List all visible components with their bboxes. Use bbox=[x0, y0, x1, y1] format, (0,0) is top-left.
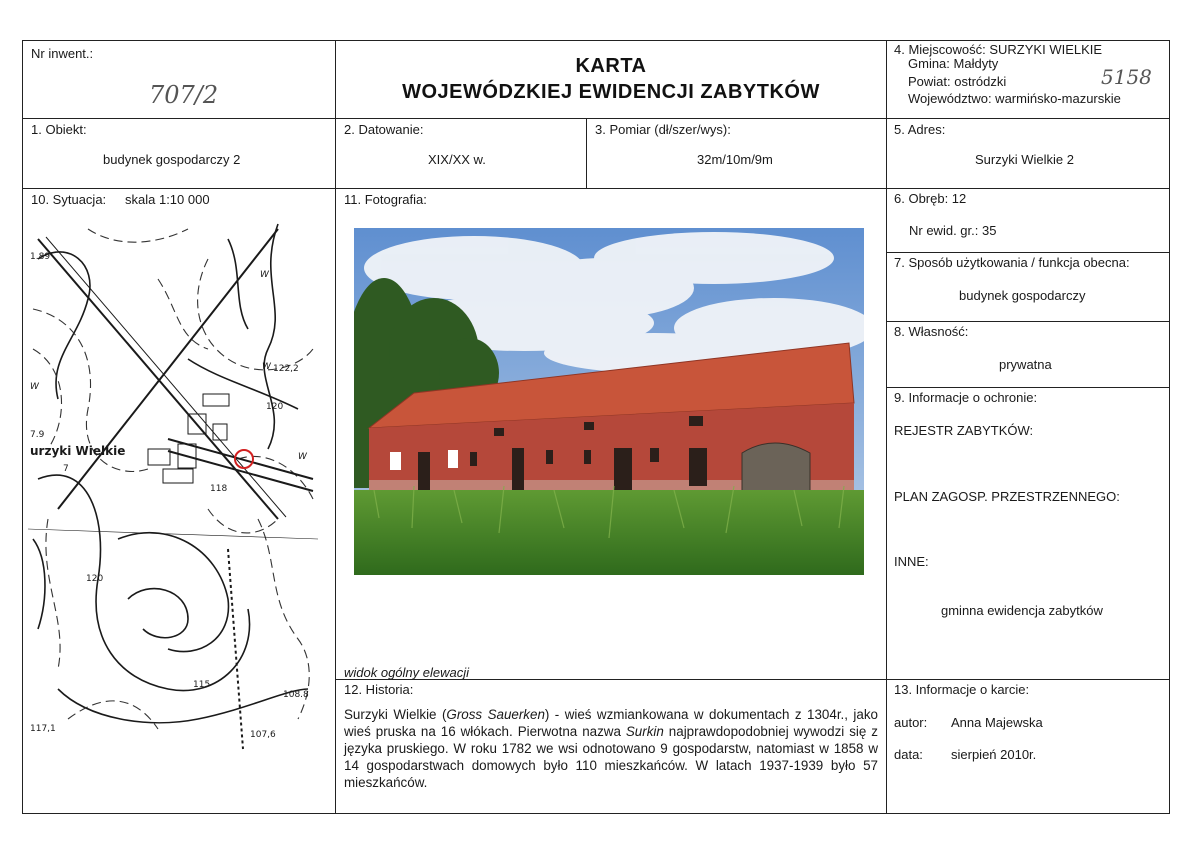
card-title-line1: KARTA bbox=[575, 55, 647, 77]
other-label: INNE: bbox=[894, 554, 929, 569]
map-label-1: 1.89 bbox=[30, 252, 51, 262]
inventory-number-handwritten: 707/2 bbox=[149, 81, 219, 109]
photo-cell bbox=[335, 188, 886, 679]
usage-value: budynek gospodarczy bbox=[959, 288, 1086, 303]
usage-cell bbox=[886, 252, 1169, 321]
map-label-w1: W bbox=[260, 270, 269, 280]
history-text bbox=[344, 706, 878, 791]
history-text-original-name: Surkin bbox=[625, 724, 664, 739]
map-label-7: 118 bbox=[210, 484, 228, 494]
history-text-german-name: Gross Sauerken bbox=[446, 707, 545, 722]
dating-cell bbox=[335, 118, 586, 188]
author-label: autor: bbox=[894, 715, 928, 730]
history-text-part-3: najprawdopodobniej wywodzi się z języka pruskiego. W roku 1782 we wsi odnotowano 9 gospodarstw, natomiast w 1858 w 14 gospodarstwach domowych było 110 mieszkańców. W latach 1937-1939 było 57 mieszkańców. bbox=[344, 724, 878, 790]
map-label-8: 120 bbox=[86, 574, 104, 584]
date-value: sierpień 2010r. bbox=[951, 747, 1037, 762]
protection-cell bbox=[886, 387, 1169, 679]
topographic-map bbox=[28, 219, 318, 751]
measurement-label: 3. Pomiar (dł/szer/wys): bbox=[595, 122, 731, 137]
wojewodztwo-text: Województwo: warmińsko-mazurskie bbox=[908, 91, 1121, 106]
ownership-cell bbox=[886, 321, 1169, 387]
card-title-line2: WOJEWÓDZKIEJ EWIDENCJI ZABYTKÓW bbox=[402, 81, 820, 103]
title-cell bbox=[335, 41, 886, 118]
locality-label: 4. Miejscowość: SURZYKI WIELKIE bbox=[894, 42, 1103, 57]
gmina-text: Gmina: Małdyty bbox=[908, 56, 999, 71]
spatial-plan-label: PLAN ZAGOSP. PRZESTRZENNEGO: bbox=[894, 489, 1120, 504]
address-value: Surzyki Wielkie 2 bbox=[975, 152, 1074, 167]
situation-scale: skala 1:10 000 bbox=[125, 192, 210, 207]
dating-label: 2. Datowanie: bbox=[344, 122, 424, 137]
inventory-cell bbox=[23, 41, 335, 118]
precinct-cell bbox=[886, 188, 1169, 252]
object-value: budynek gospodarczy 2 bbox=[103, 152, 241, 167]
map-label-w2: W bbox=[262, 362, 271, 372]
history-text-part-2: ) - wieś wzmiankowana w dokumentach z 1304r., jako wieś pruska na 16 włókach. Pierwotna nazwa bbox=[344, 707, 878, 739]
parcel-number: Nr ewid. gr.: 35 bbox=[909, 223, 997, 238]
situation-cell bbox=[23, 188, 335, 814]
card-info-cell bbox=[886, 679, 1169, 814]
map-label-11: 117,1 bbox=[30, 724, 56, 734]
other-value: gminna ewidencja zabytków bbox=[941, 603, 1103, 618]
map-label-w4: W bbox=[298, 452, 307, 462]
address-cell bbox=[886, 118, 1169, 188]
protection-label: 9. Informacje o ochronie: bbox=[894, 390, 1038, 405]
powiat-text: Powiat: ostródzki bbox=[908, 74, 1007, 89]
history-label: 12. Historia: bbox=[344, 682, 414, 697]
photo-label: 11. Fotografia: bbox=[344, 192, 427, 207]
history-text-part-1: Surzyki Wielkie ( bbox=[344, 707, 447, 722]
location-handwritten-number: 5158 bbox=[1101, 65, 1152, 89]
map-label-10: 108.8 bbox=[283, 690, 309, 700]
usage-label: 7. Sposób użytkowania / funkcja obecna: bbox=[894, 255, 1130, 270]
map-label-village: urzyki Wielkie bbox=[30, 444, 126, 458]
date-label: data: bbox=[894, 747, 923, 762]
map-label-3: 120 bbox=[266, 402, 284, 412]
situation-label: 10. Sytuacja: bbox=[31, 192, 107, 207]
record-card bbox=[22, 40, 1170, 814]
card-info-label: 13. Informacje o karcie: bbox=[894, 682, 1030, 697]
photo-caption: widok ogólny elewacji bbox=[344, 665, 470, 680]
inventory-label: Nr inwent.: bbox=[31, 46, 94, 61]
object-label: 1. Obiekt: bbox=[31, 122, 87, 137]
map-label-12: 107,6 bbox=[250, 730, 276, 740]
measurement-value: 32m/10m/9m bbox=[697, 152, 773, 167]
dating-value: XIX/XX w. bbox=[428, 152, 486, 167]
map-label-2: 122,2 bbox=[273, 364, 299, 374]
author-value: Anna Majewska bbox=[951, 715, 1043, 730]
map-label-6: 7 bbox=[63, 464, 69, 474]
map-label-w3: W bbox=[30, 382, 39, 392]
measurement-cell bbox=[586, 118, 886, 188]
history-cell bbox=[335, 679, 886, 814]
ownership-value: prywatna bbox=[999, 357, 1052, 372]
location-cell bbox=[886, 41, 1169, 118]
address-label: 5. Adres: bbox=[894, 122, 946, 137]
map-label-4: 7.9 bbox=[30, 430, 45, 440]
map-label-9: 115 bbox=[193, 680, 211, 690]
building-photo bbox=[354, 228, 864, 575]
ownership-label: 8. Własność: bbox=[894, 324, 969, 339]
register-label: REJESTR ZABYTKÓW: bbox=[894, 423, 1034, 438]
precinct-label: 6. Obręb: 12 bbox=[894, 191, 967, 206]
object-cell bbox=[23, 118, 335, 188]
